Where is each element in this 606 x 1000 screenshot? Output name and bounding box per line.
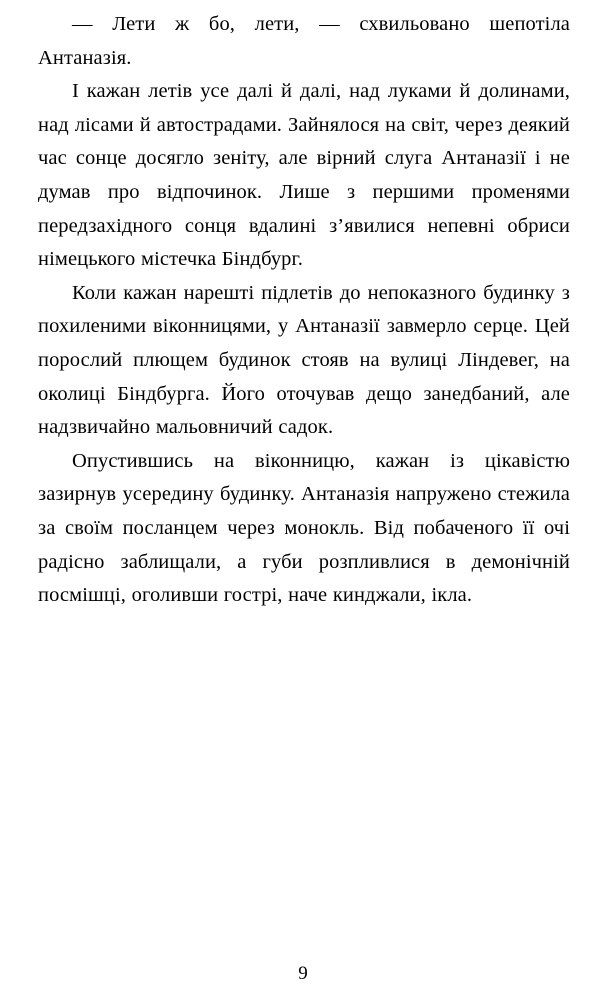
paragraph: І кажан летів усе далі й далі, над луками й долинами, над лісами й автострадами. Зайнялося на світ, через деякий час сонце досягло зеніту, але вірний слуга Антаназії і не думав про відпочинок. Лише з першими променями передзахідного сонця вдалині з’явилися непевні обриси німецького містечка Біндбург.: [38, 80, 570, 271]
page-text-block: [38, 8, 570, 613]
paragraph: — Лети ж бо, лети, — схвильовано шепотіла Антаназія.: [38, 13, 570, 69]
paragraph: Коли кажан нарешті підлетів до непоказного будинку з похиленими віконницями, у Антаназії завмерло серце. Цей порослий плющем будинок стояв на вулиці Ліндевег, на околиці Біндбурга. Його оточував дещо занедбаний, але надзвичайно мальовничий садок.: [38, 281, 570, 439]
paragraph: Опустившись на віконницю, кажан із цікавістю зазирнув усередину будинку. Антаназія напружено стежила за своїм посланцем через монокль. Від побаченого її очі радісно заблищали, а губи розпливлися в демонічній посмішці, оголивши гострі, наче кинджали, ікла.: [38, 449, 570, 607]
page-number: 9: [298, 963, 308, 984]
